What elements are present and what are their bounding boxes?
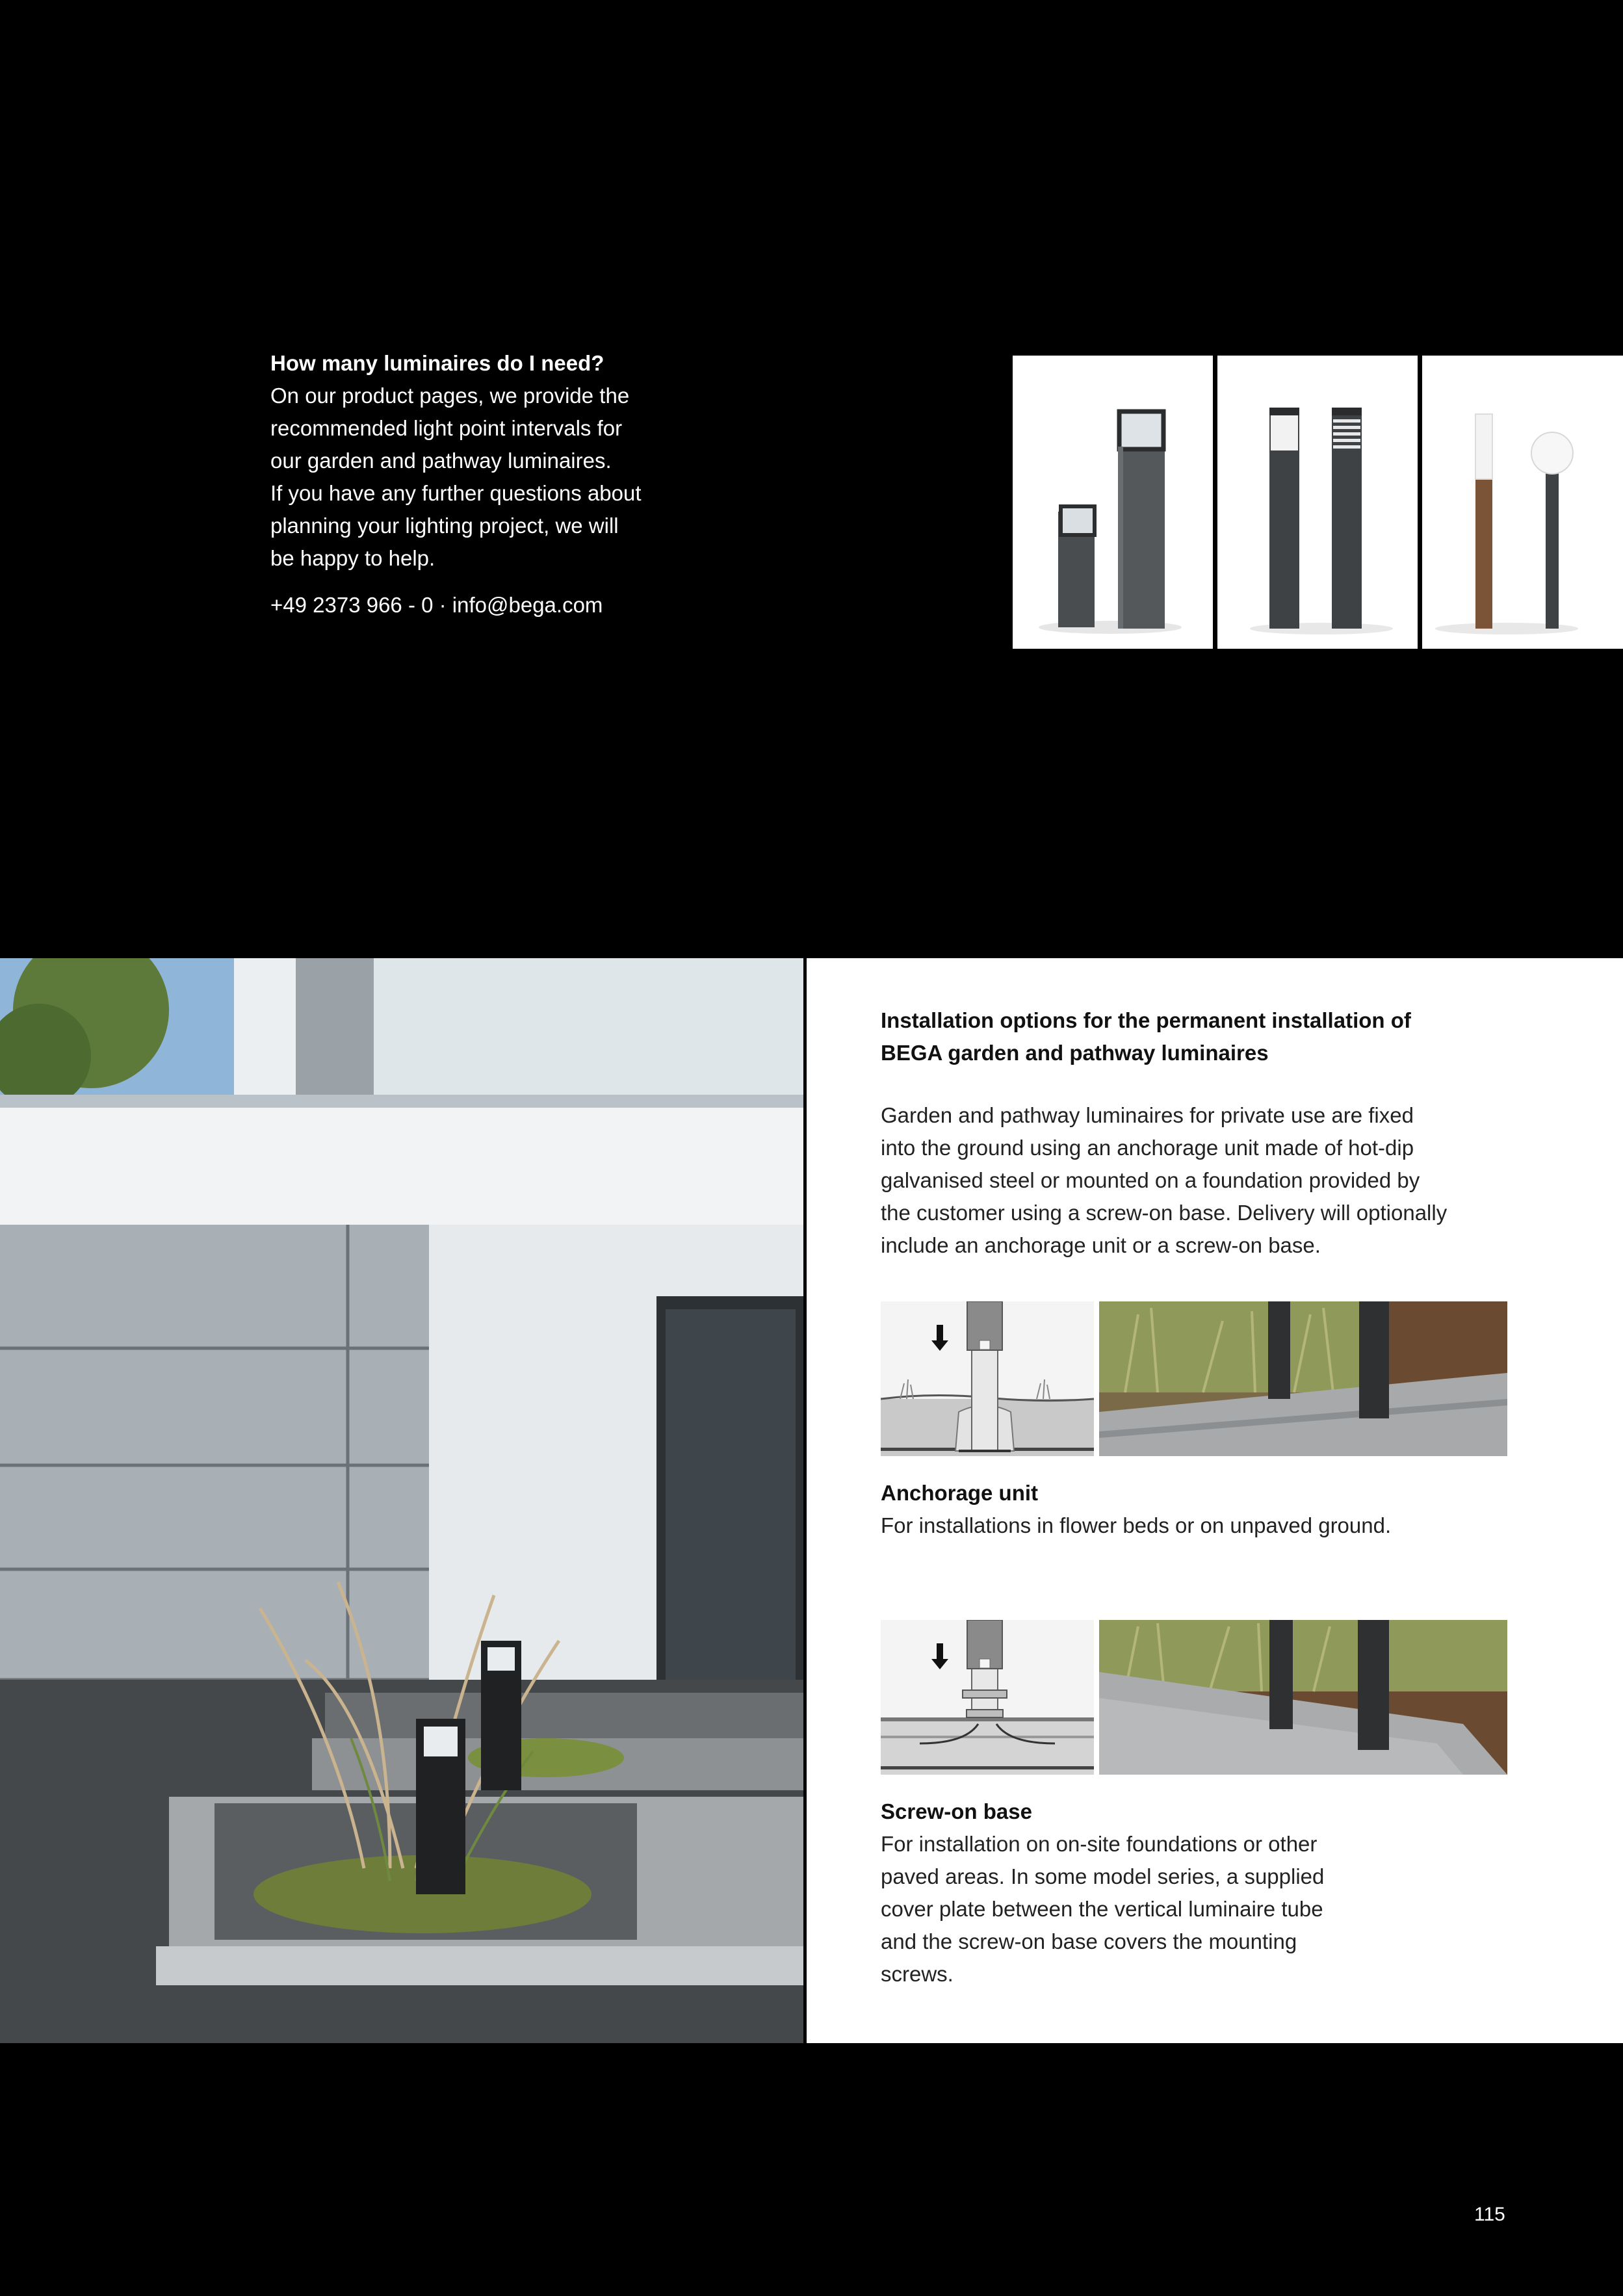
anchorage-unit-photo [1099, 1301, 1507, 1456]
contact-info: +49 2373 966 - 0 · info@bega.com [270, 593, 603, 617]
help-line: planning your lighting project, we will [270, 514, 619, 538]
installation-body-line: include an anchorage unit or a screw-on base. [881, 1233, 1321, 1257]
help-line: On our product pages, we provide the [270, 384, 630, 408]
help-text-block [270, 347, 712, 621]
screw-on-text-line: and the screw-on base covers the mounting [881, 1929, 1297, 1953]
page-number: 115 [1474, 2204, 1505, 2225]
help-line: recommended light point intervals for [270, 416, 623, 440]
help-line: be happy to help. [270, 546, 435, 570]
installation-body-line: Garden and pathway luminaires for private use are fixed [881, 1103, 1414, 1127]
installation-body-line: the customer using a screw-on base. Delivery will optionally [881, 1201, 1448, 1225]
screw-on-text-line: screws. [881, 1962, 954, 1986]
installation-title [881, 1004, 1505, 1069]
screw-on-text-line: For installation on on-site foundations or other [881, 1832, 1318, 1856]
help-line: our garden and pathway luminaires. [270, 449, 612, 473]
screw-on-base-diagram [881, 1620, 1094, 1775]
screw-on-base-photo [1099, 1620, 1507, 1775]
screw-on-text-line: paved areas. In some model series, a supplied [881, 1864, 1325, 1888]
product-image-round-bollards [1217, 356, 1418, 649]
installation-body-line: galvanised steel or mounted on a foundation provided by [881, 1168, 1420, 1192]
help-title: How many luminaires do I need? [270, 351, 604, 375]
garden-entrance-photo [0, 958, 803, 2043]
product-image-square-bollards [1013, 356, 1213, 649]
installation-title-line: Installation options for the permanent installation of [881, 1008, 1411, 1032]
installation-title-line: BEGA garden and pathway luminaires [881, 1041, 1269, 1065]
help-line: If you have any further questions about [270, 481, 642, 505]
screw-on-caption [881, 1795, 1505, 1990]
screw-on-text-line: cover plate between the vertical luminaire tube [881, 1897, 1323, 1921]
product-image-globe-bollards [1422, 356, 1623, 649]
installation-description [881, 1099, 1505, 1262]
anchorage-caption [881, 1477, 1505, 1542]
anchorage-text: For installations in flower beds or on unpaved ground. [881, 1513, 1392, 1537]
screw-on-title: Screw-on base [881, 1799, 1032, 1823]
anchorage-title: Anchorage unit [881, 1481, 1039, 1505]
anchorage-unit-diagram [881, 1301, 1094, 1456]
installation-body-line: into the ground using an anchorage unit made of hot-dip [881, 1136, 1414, 1160]
